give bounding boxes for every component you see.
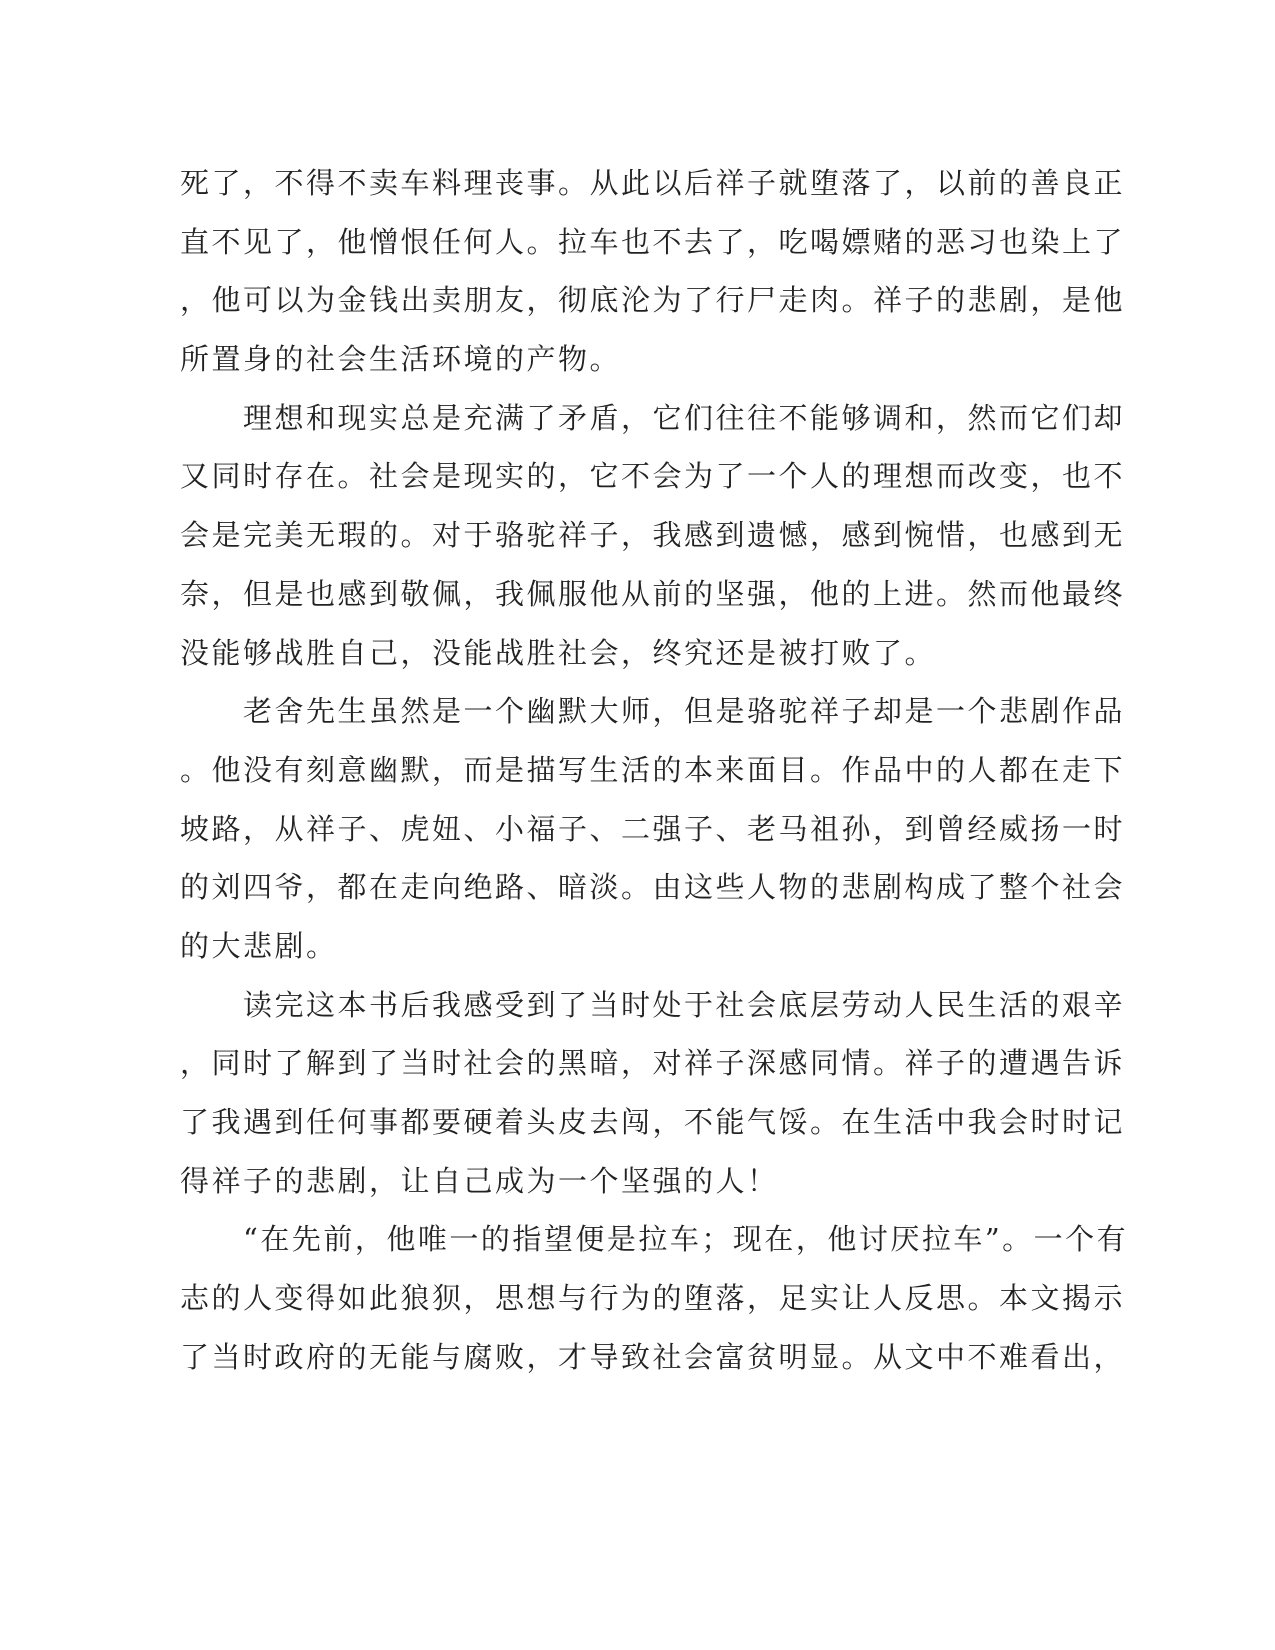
text-line: ，同时了解到了当时社会的黑暗，对祥子深感同情。祥子的遭遇告诉 bbox=[180, 1046, 1126, 1081]
body-text bbox=[180, 154, 1129, 1386]
text-line: 老舍先生虽然是一个幽默大师，但是骆驼祥子却是一个悲剧作品 bbox=[180, 694, 1126, 729]
text-line: ，他可以为金钱出卖朋友，彻底沦为了行尸走肉。祥子的悲剧，是他 bbox=[180, 283, 1126, 318]
text-line: 又同时存在。社会是现实的，它不会为了一个人的理想而改变，也不 bbox=[180, 459, 1126, 494]
text-line: “在先前，他唯一的指望便是拉车；现在，他讨厌拉车”。一个有 bbox=[180, 1222, 1129, 1257]
text-line: 得祥子的悲剧，让自己成为一个坚强的人！ bbox=[180, 1163, 779, 1198]
text-line: 的刘四爷，都在走向绝路、暗淡。由这些人物的悲剧构成了整个社会 bbox=[180, 870, 1126, 905]
text-line: 所置身的社会生活环境的产物。 bbox=[180, 342, 622, 377]
text-line: 志的人变得如此狼狈，思想与行为的堕落，足实让人反思。本文揭示 bbox=[180, 1281, 1126, 1316]
text-line: 的大悲剧。 bbox=[180, 928, 338, 963]
text-line: 读完这本书后我感受到了当时处于社会底层劳动人民生活的艰辛 bbox=[180, 987, 1126, 1022]
text-line: 坡路，从祥子、虎妞、小福子、二强子、老马祖孙，到曾经威扬一时 bbox=[180, 811, 1126, 846]
text-line: 会是完美无瑕的。对于骆驼祥子，我感到遗憾，感到惋惜，也感到无 bbox=[180, 518, 1126, 553]
text-line: 没能够战胜自己，没能战胜社会，终究还是被打败了。 bbox=[180, 635, 937, 670]
text-line: 死了，不得不卖车料理丧事。从此以后祥子就堕落了，以前的善良正 bbox=[180, 166, 1126, 200]
text-line: 理想和现实总是充满了矛盾，它们往往不能够调和，然而它们却 bbox=[180, 400, 1126, 435]
text-line: 奈，但是也感到敬佩，我佩服他从前的坚强，他的上进。然而他最终 bbox=[180, 576, 1126, 611]
text-line: 直不见了，他憎恨任何人。拉车也不去了，吃喝嫖赌的恶习也染上了 bbox=[180, 224, 1126, 259]
text-line: 了我遇到任何事都要硬着头皮去闯，不能气馁。在生活中我会时时记 bbox=[180, 1105, 1126, 1139]
text-line: 了当时政府的无能与腐败，才导致社会富贫明显。从文中不难看出， bbox=[180, 1339, 1126, 1374]
text-line: 。他没有刻意幽默，而是描写生活的本来面目。作品中的人都在走下 bbox=[180, 752, 1126, 787]
